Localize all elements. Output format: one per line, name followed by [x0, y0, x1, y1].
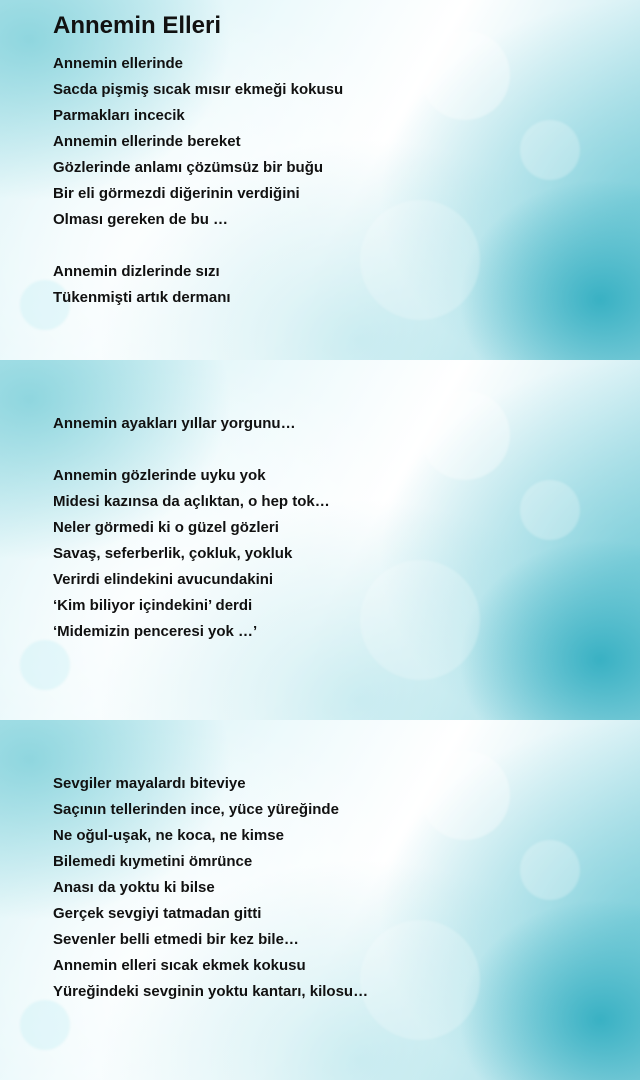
poem-line: Bilemedi kıymetini ömrünce [53, 853, 253, 870]
poem-line: Savaş, seferberlik, çokluk, yokluk [53, 545, 293, 562]
poem-line: Midesi kazınsa da açlıktan, o hep tok… [53, 493, 330, 510]
poem-title: Annemin Elleri [53, 12, 222, 39]
poem-line: Annemin dizlerinde sızı [53, 263, 220, 280]
poem-line: Annemin ayakları yıllar yorgunu… [53, 415, 296, 432]
poem-line: Annemin gözlerinde uyku yok [53, 467, 266, 484]
poem-line: ‘Midemizin penceresi yok …’ [53, 623, 258, 640]
poem-line: Sevenler belli etmedi bir kez bile… [53, 931, 299, 948]
poem-line: Saçının tellerinden ince, yüce yüreğinde [53, 801, 339, 818]
poem-line: Gerçek sevgiyi tatmadan gitti [53, 905, 262, 922]
poem-line: Anası da yoktu ki bilse [53, 879, 215, 896]
poem-line: Bir eli görmezdi diğerinin verdiğini [53, 185, 300, 202]
stanza-list [53, 51, 343, 311]
poem-line: Annemin elleri sıcak ekmek kokusu [53, 957, 306, 974]
poem-line: Ne oğul-uşak, ne koca, ne kimse [53, 827, 284, 844]
poem-line: Gözlerinde anlamı çözümsüz bir buğu [53, 159, 324, 176]
stanza-break [53, 437, 330, 463]
poem-line: Annemin ellerinde bereket [53, 133, 241, 150]
background-bokeh [420, 30, 510, 120]
poem-line: Verirdi elindekini avucundakini [53, 571, 274, 588]
poem-line: Neler görmedi ki o güzel gözleri [53, 519, 279, 536]
background-bokeh [20, 1000, 70, 1050]
poem-line: Parmakları incecik [53, 107, 185, 124]
background-bokeh [420, 750, 510, 840]
background-bokeh [520, 840, 580, 900]
background-bokeh [360, 200, 480, 320]
background-bokeh [360, 560, 480, 680]
poem-line: Annemin ellerinde [53, 55, 184, 72]
stanza-list [53, 411, 330, 645]
poem-panel-2 [0, 360, 640, 720]
background-bokeh [360, 920, 480, 1040]
background-bokeh [520, 120, 580, 180]
poem-line: ‘Kim biliyor içindekini’ derdi [53, 597, 253, 614]
poem-line: Yüreğindeki sevginin yoktu kantarı, kilosu… [53, 983, 369, 1000]
stanza-break [53, 233, 343, 259]
stanza-list [53, 771, 368, 1005]
poem-panel-1 [0, 0, 640, 360]
background-bokeh [520, 480, 580, 540]
background-bokeh [20, 640, 70, 690]
poem-line: Sacda pişmiş sıcak mısır ekmeği kokusu [53, 81, 344, 98]
poem-line: Tükenmişti artık dermanı [53, 289, 231, 306]
background-bokeh [420, 390, 510, 480]
poem-line: Olması gereken de bu … [53, 211, 229, 228]
poem-line: Sevgiler mayalardı biteviye [53, 775, 246, 792]
poem-panel-3 [0, 720, 640, 1080]
